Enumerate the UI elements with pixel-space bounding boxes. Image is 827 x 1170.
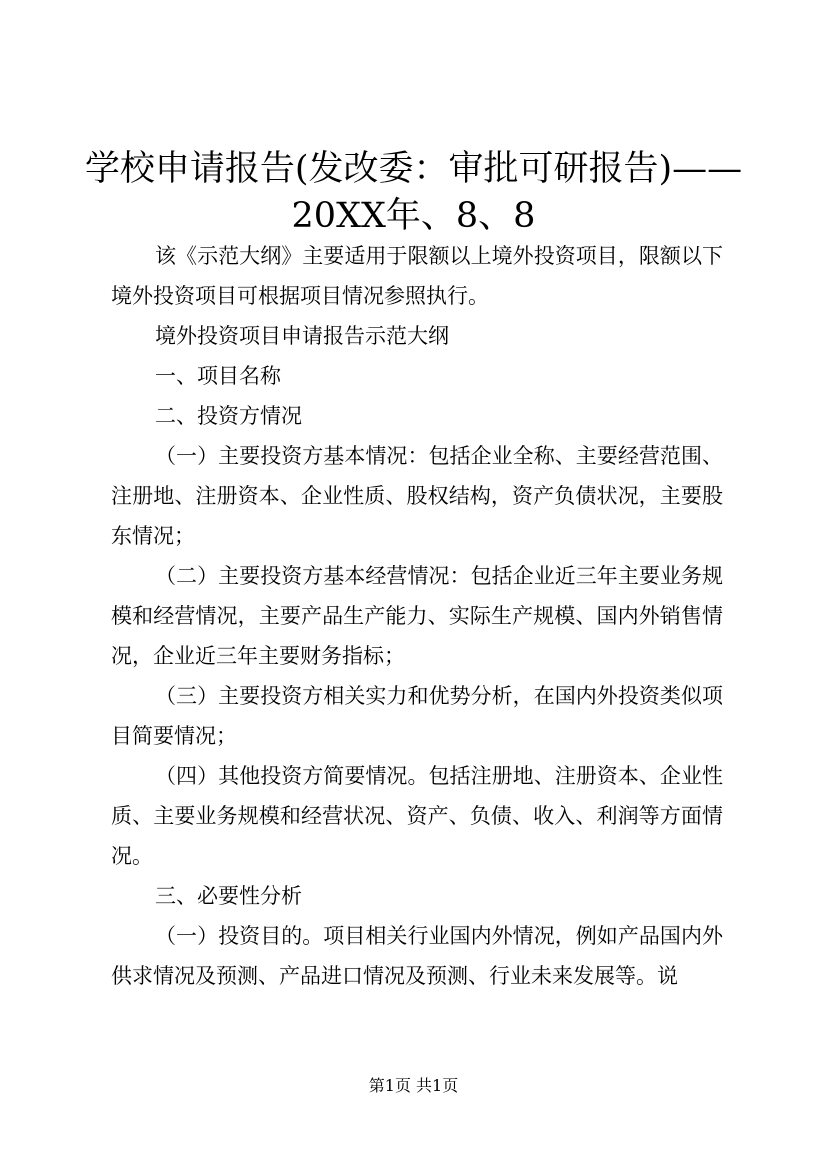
- section-heading-project-name: 一、项目名称: [155, 364, 281, 388]
- section-heading-necessity: 三、必要性分析: [155, 884, 302, 908]
- paragraph-investment-purpose: （一）投资目的。项目相关行业国内外情况，例如产品国内外供求情况及预测、产品进口情况及预测、行业未来发展等。说: [111, 924, 723, 988]
- paragraph-outline-title: 境外投资项目申请报告示范大纲: [155, 324, 449, 348]
- paragraph-investor-basic: （一）主要投资方基本情况：包括企业全称、主要经营范围、注册地、注册资本、企业性质、股权结构，资产负债状况，主要股东情况；: [111, 444, 723, 548]
- page-footer: 第1页 共1页: [368, 1076, 459, 1095]
- document-title: 学校申请报告(发改委：审批可研报告)——20XX年、8、8: [84, 149, 743, 236]
- paragraph-investor-strength: （三）主要投资方相关实力和优势分析，在国内外投资类似项目简要情况；: [111, 684, 723, 748]
- section-heading-investor-info: 二、投资方情况: [155, 404, 302, 428]
- paragraph-other-investors: （四）其他投资方简要情况。包括注册地、注册资本、企业性质、主要业务规模和经营状况、资产、负债、收入、利润等方面情况。: [111, 764, 723, 868]
- document-body: [111, 236, 723, 996]
- paragraph-investor-operations: （二）主要投资方基本经营情况：包括企业近三年主要业务规模和经营情况，主要产品生产能力、实际生产规模、国内外销售情况，企业近三年主要财务指标；: [111, 564, 723, 668]
- paragraph-intro: 该《示范大纲》主要适用于限额以上境外投资项目，限额以下境外投资项目可根据项目情况参照执行。: [111, 244, 723, 308]
